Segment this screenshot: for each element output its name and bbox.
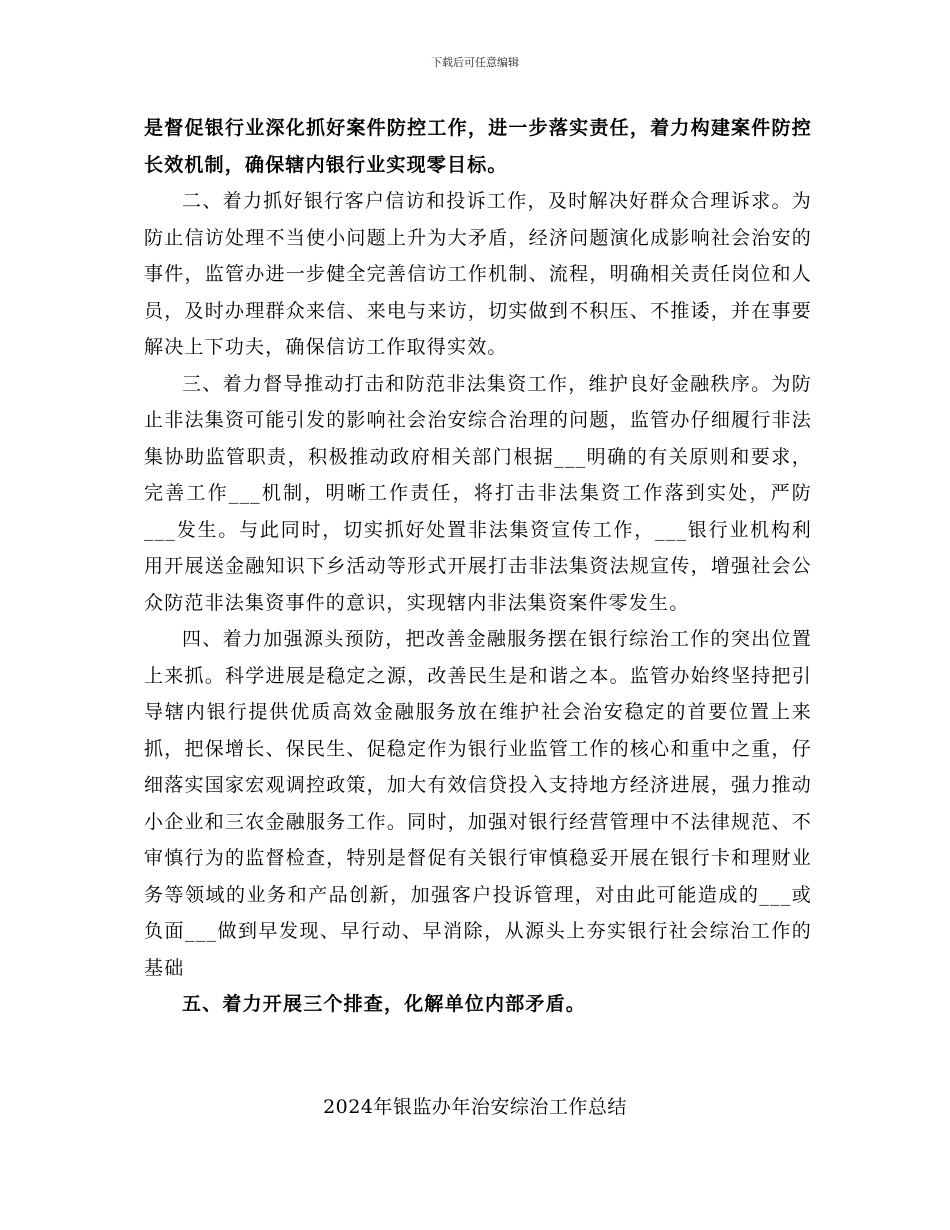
paragraph-section-3: 三、着力督导推动打击和防范非法集资工作，维护良好金融秩序。为防止非法集资可能引发的影响社会治安综合治理的问题，监管办仔细履行非法集协助监管职责，积极推动政府相关部门根据___明确的有关原则和要求，完善工作___机制，明晰工作责任，将打击非法集资工作落到实处，严防___发生。与此同时，切实抓好处置非法集资宣传工作，___银行业机构利用开展送金融知识下乡活动等形式开展打击非法集资法规宣传，增强社会公众防范非法集资事件的意识，实现辖内非法集资案件零发生。 xyxy=(144,372,812,614)
document-title: 2024年银监办年治安综治工作总结 xyxy=(323,1096,627,1118)
page-header: 下载后可任意编辑 xyxy=(431,56,519,69)
paragraph-section-2: 二、着力抓好银行客户信访和投诉工作，及时解决好群众合理诉求。为防止信访处理不当使小问题上升为大矛盾，经济问题演化成影响社会治安的事件，监管办进一步健全完善信访工作机制、流程，明确相关责任岗位和人员，及时办理群众来信、来电与来访，切实做到不积压、不推诿，并在事要解决上下功夫，确保信访工作取得实效。 xyxy=(144,190,812,358)
paragraph-intro: 是督促银行业深化抓好案件防控工作，进一步落实责任，着力构建案件防控长效机制，确保辖内银行业实现零目标。 xyxy=(144,117,812,176)
paragraph-section-4: 四、着力加强源头预防，把改善金融服务摆在银行综治工作的突出位置上来抓。科学进展是稳定之源，改善民生是和谐之本。监管办始终坚持把引导辖内银行提供优质高效金融服务放在维护社会治安稳定的首要位置上来抓，把保增长、保民生、促稳定作为银行业监管工作的核心和重中之重，仔细落实国家宏观调控政策，加大有效信贷投入支持地方经济进展，强力推动小企业和三农金融服务工作。同时，加强对银行经营管理中不法律规范、不审慎行为的监督检查，特别是督促有关银行审慎稳妥开展在银行卡和理财业务等领域的业务和产品创新，加强客户投诉管理，对由此可能造成的___或负面___做到早发现、早行动、早消除，从源头上夯实银行社会综治工作的基础 xyxy=(144,628,812,979)
paragraph-section-5: 五、着力开展三个排查，化解单位内部矛盾。 xyxy=(182,993,587,1015)
document-body xyxy=(144,110,812,1023)
